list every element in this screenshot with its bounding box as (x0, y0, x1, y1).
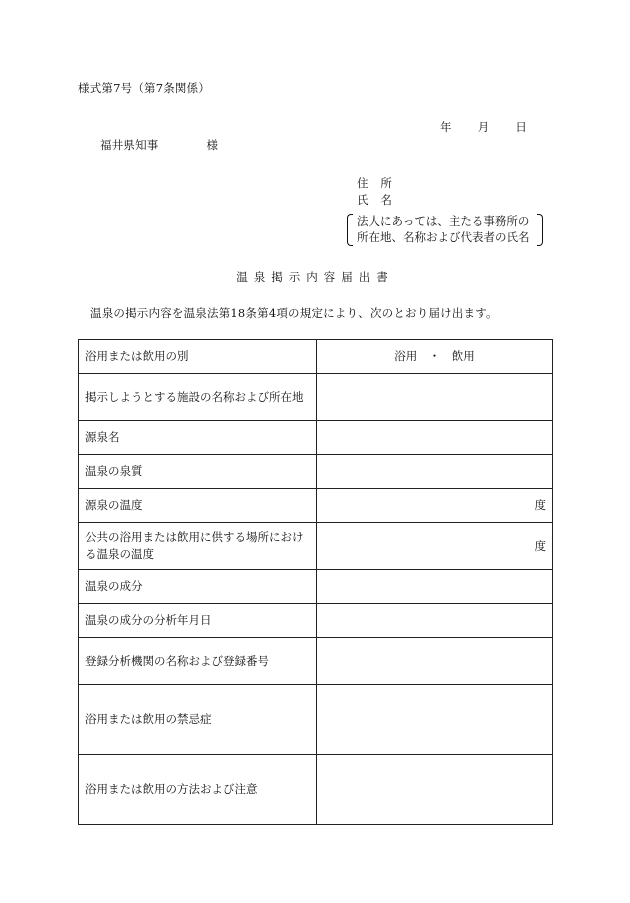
addressee-name: 福井県知事 (100, 138, 159, 152)
table-row (79, 570, 553, 604)
analysis-date-field[interactable] (317, 604, 553, 638)
table-row (79, 421, 553, 455)
row-label: 公共の浴用または飲用に供する場所における温泉の温度 (79, 523, 317, 570)
intro-text: 温泉の掲示内容を温泉法第18条第4項の規定により、次のとおり届け出ます。 (90, 306, 498, 320)
address-label: 住 所 (357, 176, 393, 190)
public-temperature-field[interactable]: 度 (317, 523, 553, 570)
row-label: 浴用または飲用の別 (79, 340, 317, 374)
date-year: 年 (440, 120, 452, 134)
spring-quality-field[interactable] (317, 455, 553, 489)
table-row (79, 455, 553, 489)
row-label: 温泉の泉質 (79, 455, 317, 489)
left-bracket (347, 214, 353, 246)
right-bracket (537, 214, 543, 246)
contraindications-field[interactable] (317, 685, 553, 755)
table-row (79, 685, 553, 755)
document-title: 温泉掲示内容届出書 (236, 270, 394, 284)
table-row (79, 374, 553, 421)
table-row (79, 638, 553, 685)
row-label: 源泉名 (79, 421, 317, 455)
corporation-note-line2: 所在地、名称および代表者の氏名 (357, 230, 530, 244)
row-label: 温泉の成分の分析年月日 (79, 604, 317, 638)
form-number: 様式第7号（第7条関係） (78, 81, 211, 95)
row-label: 源泉の温度 (79, 489, 317, 523)
notification-table (78, 339, 553, 825)
row-label: 浴用または飲用の方法および注意 (79, 755, 317, 825)
row-label: 登録分析機関の名称および登録番号 (79, 638, 317, 685)
date-line (440, 119, 527, 135)
corporation-note-line1: 法人にあっては、主たる事務所の (357, 214, 530, 228)
row-label: 浴用または飲用の禁忌症 (79, 685, 317, 755)
table-row (79, 523, 553, 570)
date-month: 月 (477, 120, 490, 134)
row-label: 温泉の成分 (79, 570, 317, 604)
usage-notes-field[interactable] (317, 755, 553, 825)
corporation-note (347, 214, 543, 246)
table-row (79, 604, 553, 638)
source-temperature-field[interactable]: 度 (317, 489, 553, 523)
facility-name-field[interactable] (317, 374, 553, 421)
addressee (100, 137, 218, 153)
date-day: 日 (515, 120, 528, 134)
table-row (79, 755, 553, 825)
name-label: 氏 名 (357, 193, 393, 207)
analysis-agency-field[interactable] (317, 638, 553, 685)
table-row (79, 489, 553, 523)
addressee-honorific: 様 (206, 138, 219, 152)
table-row (79, 340, 553, 374)
row-label: 掲示しようとする施設の名称および所在地 (79, 374, 317, 421)
components-field[interactable] (317, 570, 553, 604)
bath-drink-choice[interactable]: 浴用 ・ 飲用 (317, 340, 553, 374)
source-name-field[interactable] (317, 421, 553, 455)
